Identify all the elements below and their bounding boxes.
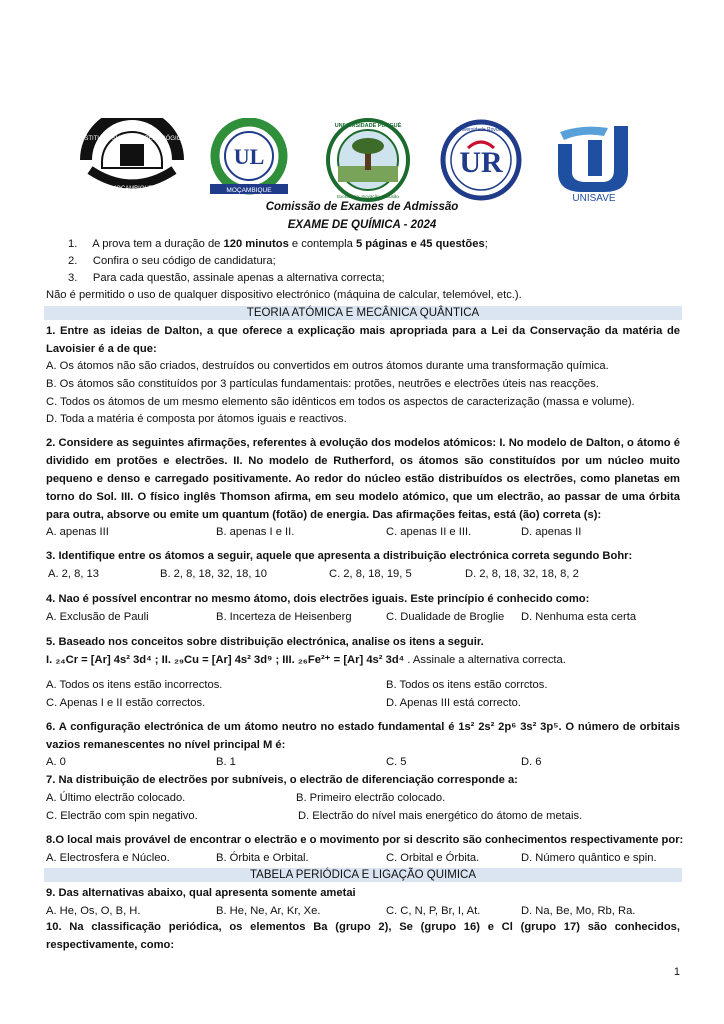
q1-option-b: B. Os átomos são constituídos por 3 partículas fundamentais: protões, neutrões e electrões úteis nas reacções.	[46, 378, 599, 390]
instruction-2: 2. Confira o seu código de candidatura;	[68, 255, 276, 267]
q9-option-d: D. Na, Be, Mo, Rb, Ra.	[521, 905, 636, 917]
q7-option-b: B. Primeiro electrão colocado.	[296, 792, 446, 804]
question-4-stem: 4. Nao é possível encontrar no mesmo átomo, dois electrões iguais. Este princípio é conhecido como:	[46, 593, 590, 605]
q4-option-a: A. Exclusão de Pauli	[46, 611, 149, 623]
q8-option-c: C. Orbital e Órbita.	[386, 852, 480, 864]
q9-option-c: C. C, N, P, Br, I, At.	[386, 905, 481, 917]
section-heading-atomic-theory: TEORIA ATÓMICA E MECÂNICA QUÂNTICA	[44, 306, 682, 320]
logos-row	[0, 118, 724, 202]
q3-option-b: B. 2, 8, 18, 32, 18, 10	[160, 568, 267, 580]
q6-option-a: A. 0	[46, 756, 66, 768]
svg-text:UR: UR	[459, 146, 503, 179]
q3-option-d: D. 2, 8, 18, 32, 18, 8, 2	[465, 568, 579, 580]
q5-option-a: A. Todos os itens estão incorrectos.	[46, 679, 223, 691]
exam-title: EXAME DE QUÍMICA - 2024	[287, 219, 437, 231]
q8-option-a: A. Electrosfera e Núcleo.	[46, 852, 170, 864]
question-10-stem: 10. Na classificação periódica, os elementos Ba (grupo 2), Se (grupo 16) e Cl (grupo 17) são conhecidos, respectivamente, como:	[46, 921, 680, 951]
device-note: Não é permitido o uso de qualquer dispositivo electrónico (máquina de calcular, telemóvel, etc.).	[46, 289, 522, 301]
svg-text:Excelência, Inovação, Inclusão: Excelência, Inovação, Inclusão	[337, 194, 399, 199]
q2-option-d: D. apenas II	[521, 526, 582, 538]
ispm-logo	[80, 118, 184, 203]
commission-title: Comissão de Exames de Admissão	[265, 201, 459, 213]
q4-option-d: D. Nenhuma esta certa	[521, 611, 637, 623]
q8-option-b: B. Órbita e Orbital.	[216, 852, 309, 864]
section-heading-periodic-table: TABELA PERIÓDICA E LIGAÇÃO QUIMICA	[44, 868, 682, 882]
unisave-logo	[552, 118, 636, 207]
svg-text:UNIVERSIDADE PÚNGUÈ: UNIVERSIDADE PÚNGUÈ	[334, 123, 402, 129]
svg-text:MOÇAMBIQUE: MOÇAMBIQUE	[111, 186, 153, 192]
unipungue-logo	[320, 118, 416, 207]
question-5-items: I. ₂₄Cr = [Ar] 4s² 3d⁴ ; II. ₂₉Cu = [Ar] 4s² 3d⁹ ; III. ₂₆Fe²⁺ = [Ar] 4s² 3d⁴ . Assinale a alternativa correcta.	[46, 654, 566, 666]
question-7-stem: 7. Na distribuição de electrões por subníveis, o electrão de diferenciação corresponde a:	[46, 774, 518, 786]
q7-option-c: C. Electrão com spin negativo.	[46, 810, 198, 822]
q5-option-c: C. Apenas I e II estão correctos.	[46, 697, 206, 709]
q5-option-d: D. Apenas III está correcto.	[386, 697, 521, 709]
instruction-3: 3. Para cada questão, assinale apenas a alternativa correcta;	[68, 272, 385, 284]
ispm-logo-text: INSTITUTO SUPERIOR PEDAGÓGICO	[80, 136, 184, 142]
unirovuma-logo	[438, 118, 524, 207]
instruction-1: 1. A prova tem a duração de 120 minutos e contempla 5 páginas e 45 questões;	[68, 238, 488, 250]
question-9-stem: 9. Das alternativas abaixo, qual apresenta somente ametai	[46, 887, 356, 899]
q1-option-d: D. Toda a matéria é composta por átomos iguais e reactivos.	[46, 413, 347, 425]
q4-option-b: B. Incerteza de Heisenberg	[216, 611, 352, 623]
question-2-stem: 2. Considere as seguintes afirmações, referentes à evolução dos modelos atómicos: I. No modelo de Dalton, o átomo é dividido em protões e electrões. II. No modelo de Rutherford, os átomos são constituídos por um núcleo muito pequeno e denso e carregado positivamente. Ao redor do núcleo estão distribuídos os electrões, como planetas em torno do Sol. III. O físico inglês Thomson afirma, em seu modelo atómico, que um electrão, ao passar de uma órbita para outra, absorve ou emite um quantum (fotão) de energia. Das afirmações feitas, está (ão) correta (s):	[46, 437, 680, 521]
question-1-stem: 1. Entre as ideias de Dalton, a que oferece a explicação mais apropriada para a Lei da Conservação da matéria de Lavoisier é a de que:	[46, 325, 680, 355]
q4-option-c: C. Dualidade de Broglie	[386, 611, 505, 623]
svg-text:UNISAVE: UNISAVE	[572, 193, 616, 202]
question-8-stem: 8.O local mais provável de encontrar o electrão e o movimento por si descrito são conhecimentos respectivamente por:	[46, 834, 684, 846]
q6-option-d: D. 6	[521, 756, 542, 768]
page-number: 1	[673, 966, 680, 978]
svg-text:MOÇAMBIQUE: MOÇAMBIQUE	[226, 187, 272, 194]
q7-option-d: D. Electrão do nível mais energético do átomo de metais.	[298, 810, 583, 822]
q8-option-d: D. Número quântico e spin.	[521, 852, 657, 864]
q6-option-b: B. 1	[216, 756, 236, 768]
question-5-stem: 5. Baseado nos conceitos sobre distribuição electrónica, analise os itens a seguir.	[46, 636, 484, 648]
q3-option-a: A. 2, 8, 13	[48, 568, 99, 580]
q6-option-c: C. 5	[386, 756, 407, 768]
q3-option-c: C. 2, 8, 18, 19, 5	[329, 568, 412, 580]
question-3-stem: 3. Identifique entre os átomos a seguir, aquele que apresenta a distribuição electrónica correta segundo Bohr:	[46, 550, 633, 562]
q2-option-b: B. apenas I e II.	[216, 526, 295, 538]
question-6-stem: 6. A configuração electrónica de um átomo neutro no estado fundamental é 1s² 2s² 2p⁶ 3s² 3p⁵. O número de orbitais vazios remanescentes no nível principal M é:	[46, 721, 680, 751]
q7-option-a: A. Último electrão colocado.	[46, 792, 186, 804]
q2-option-c: C. apenas II e III.	[386, 526, 472, 538]
q9-option-a: A. He, Os, O, B, H.	[46, 905, 141, 917]
q9-option-b: B. He, Ne, Ar, Kr, Xe.	[216, 905, 321, 917]
svg-text:UL: UL	[233, 144, 265, 169]
svg-text:Universidade Rovuma: Universidade Rovuma	[456, 127, 506, 133]
q1-option-a: A. Os átomos não são criados, destruídos ou convertidos em outros átomos durante uma transformação química.	[46, 360, 609, 372]
unilicungo-logo	[206, 118, 292, 203]
q2-option-a: A. apenas III	[46, 526, 109, 538]
q1-option-c: C. Todos os átomos de um mesmo elemento são idênticos em todos os aspectos de caracterização (massa e volume).	[46, 396, 635, 408]
q5-option-b: B. Todos os itens estão corrctos.	[386, 679, 548, 691]
